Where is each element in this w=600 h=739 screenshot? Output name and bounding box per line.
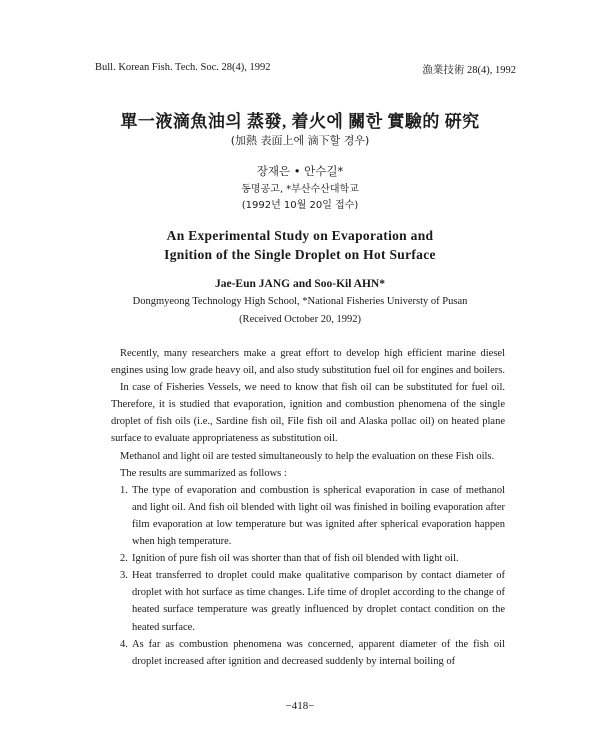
result-number: 3. [120,570,128,582]
result-text: Ignition of pure fish oil was shorter than that of fish oil blended with light oil. [132,553,459,565]
korean-affiliation: 동명공고, *부산수산대학교 [241,184,359,195]
result-item [111,567,505,635]
result-item [111,550,505,567]
result-text: As far as combustion phenomena was concerned, apparent diameter of the fish oil droplet increased after ignition and decreased suddenly by internal boiling of [132,638,505,667]
english-title-line-2: Ignition of the Single Droplet on Hot Surface [164,247,436,262]
result-number: 2. [120,553,128,565]
abstract-paragraph: Recently, many researchers make a great effort to develop high efficient marine diesel engines using low grade heavy oil, and also study substitution fuel oil for engines and boilers. [111,348,505,377]
english-authors: Jae-Eun JANG and Soo-Kil AHN* [215,278,385,290]
results-intro: The results are summarized as follows : [120,467,287,479]
journal-header-korean: 漁業技術 28(4), 1992 [422,65,516,76]
result-item [111,482,505,550]
korean-received-date: (1992년 10월 20일 접수) [241,200,359,211]
korean-authors: 장재은 • 안수길* [256,164,344,178]
english-affiliation: Dongmyeong Technology High School, *National Fisheries Universty of Pusan [132,296,468,307]
abstract-paragraph: In case of Fisheries Vessels, we need to know that fish oil can be substituted for fuel oil. Therefore, it is studied that evaporation, ignition and combustion phenomena of the single droplet of fish oils (i.e., Sardine fish oil, File fish oil and Alaska pollac oil) on heated plane surface to evaluate appropriateness as substitution oil. [111,382,505,445]
result-item [111,636,505,670]
result-text: Heat transferred to droplet could make qualitative comparison by contact diameter of droplet with hot surface as time changes. Life time of droplet according to the change of heated surface temperature was greatly influenced by droplet contact condition on the heated surface. [132,570,505,633]
english-received-date: (Received October 20, 1992) [239,314,361,325]
results-list [111,482,505,670]
result-text: The type of evaporation and combustion is spherical evaporation in case of methanol and light oil. And fish oil blended with light oil was finished in boiling evaporation after film evaporation at low temperature but was ignited after spherical evaporation happen when high temperature. [132,484,505,548]
journal-header-english: Bull. Korean Fish. Tech. Soc. 28(4), 1992 [95,62,271,73]
page-number: −418− [285,700,315,712]
abstract-body [111,345,505,670]
korean-subtitle: (加熱 表面上에 滴下할 경우) [230,134,370,147]
korean-title: 單一液滴魚油의 蒸發, 着火에 關한 實驗的 硏究 [120,112,480,131]
english-title-line-1: An Experimental Study on Evaporation and [166,228,434,243]
abstract-paragraph: Methanol and light oil are tested simultaneously to help the evaluation on these Fish oils. [120,450,495,462]
result-number: 4. [120,638,128,650]
result-number: 1. [120,484,128,496]
